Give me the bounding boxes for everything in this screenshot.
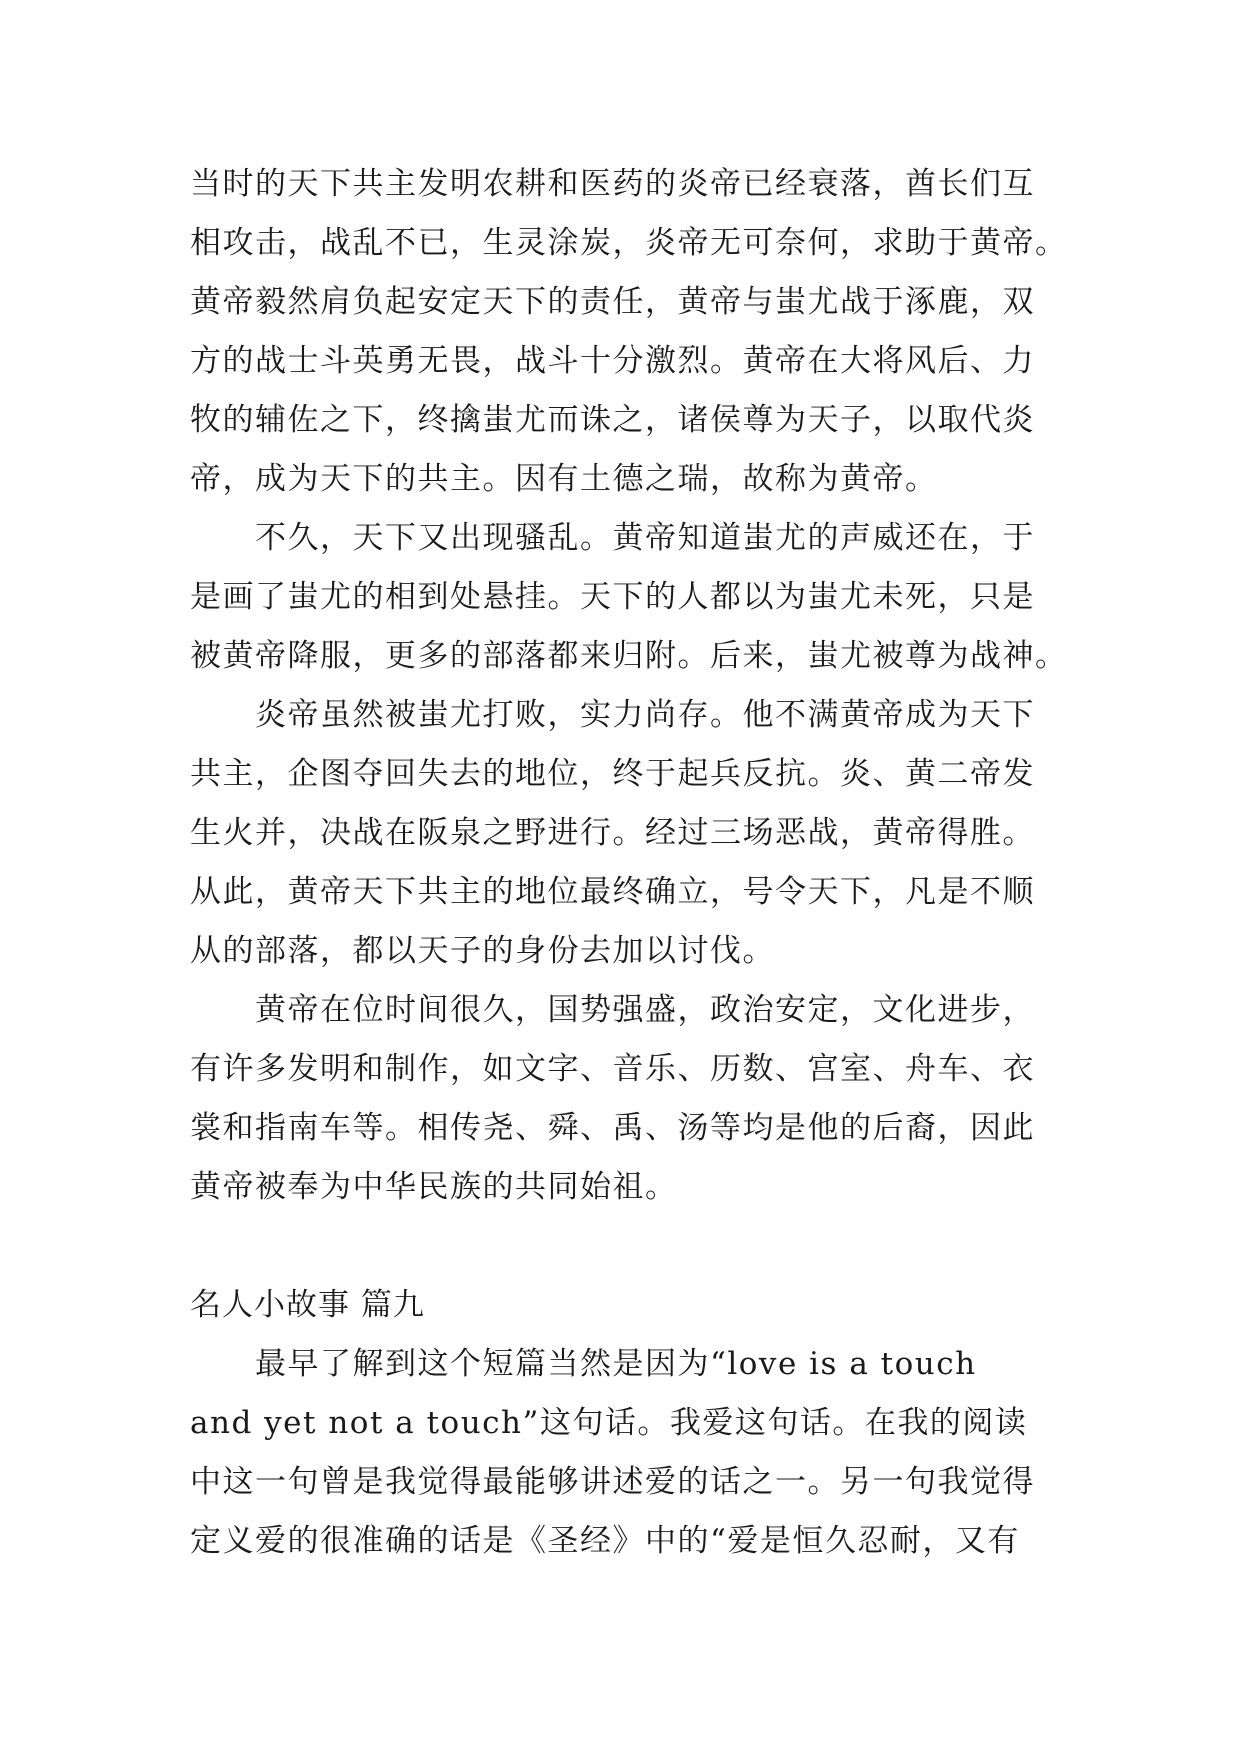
text-line: 帝，成为天下的共主。因有土德之瑞，故称为黄帝。 xyxy=(190,461,938,497)
paragraph-yandi-decline xyxy=(190,155,1068,509)
text-line: and yet not a touch”这句话。我爱这句话。在我的阅读 xyxy=(190,1405,1028,1441)
text-line: 共主，企图夺回失去的地位，终于起兵反抗。炎、黄二帝发 xyxy=(190,756,1035,792)
paragraph-love-touch xyxy=(190,1335,1056,1571)
text-line: 黄帝毅然肩负起安定天下的责任，黄帝与蚩尤战于涿鹿，双 xyxy=(190,284,1035,320)
text-line: 当时的天下共主发明农耕和医药的炎帝已经衰落，酋长们互 xyxy=(190,166,1035,202)
text-line: 裳和指南车等。相传尧、舜、禹、汤等均是他的后裔，因此 xyxy=(190,1110,1035,1146)
text-line: 从的部落，都以天子的身份去加以讨伐。 xyxy=(190,933,775,969)
text-line: 相攻击，战乱不已，生灵涂炭，炎帝无可奈何，求助于黄帝。 xyxy=(190,225,1068,261)
text-line: 牧的辅佐之下，终擒蚩尤而诛之，诸侯尊为天子，以取代炎 xyxy=(190,402,1035,438)
text-line: 黄帝在位时间很久，国势强盛，政治安定，文化进步， xyxy=(255,992,1035,1028)
paragraph-spacer xyxy=(190,1217,1056,1276)
text-line: 生火并，决战在阪泉之野进行。经过三场恶战，黄帝得胜。 xyxy=(190,815,1035,851)
text-line: 中这一句曾是我觉得最能够讲述爱的话之一。另一句我觉得 xyxy=(190,1464,1035,1500)
text-line: 方的战士斗英勇无畏，战斗十分激烈。黄帝在大将风后、力 xyxy=(190,343,1035,379)
text-line: 被黄帝降服，更多的部落都来归附。后来，蚩尤被尊为战神。 xyxy=(190,638,1068,674)
text-line: 炎帝虽然被蚩尤打败，实力尚存。他不满黄帝成为天下 xyxy=(255,697,1035,733)
paragraph-huangdi-reign xyxy=(190,981,1056,1217)
section-heading: 名人小故事 篇九 xyxy=(190,1287,425,1323)
text-line: 有许多发明和制作，如文字、音乐、历数、宫室、舟车、衣 xyxy=(190,1051,1035,1087)
text-line: 最早了解到这个短篇当然是因为“love is a touch xyxy=(255,1346,977,1382)
document-body xyxy=(190,155,1068,1571)
text-line: 黄帝被奉为中华民族的共同始祖。 xyxy=(190,1169,678,1205)
paragraph-chiyou-portrait xyxy=(190,509,1068,686)
text-line: 是画了蚩尤的相到处悬挂。天下的人都以为蚩尤未死，只是 xyxy=(190,579,1035,615)
text-line: 不久，天下又出现骚乱。黄帝知道蚩尤的声威还在，于 xyxy=(255,520,1035,556)
text-line: 定义爱的很准确的话是《圣经》中的“爱是恒久忍耐，又有 xyxy=(190,1523,1020,1559)
paragraph-banquan-battle xyxy=(190,686,1056,981)
text-line: 从此，黄帝天下共主的地位最终确立，号令天下，凡是不顺 xyxy=(190,874,1035,910)
